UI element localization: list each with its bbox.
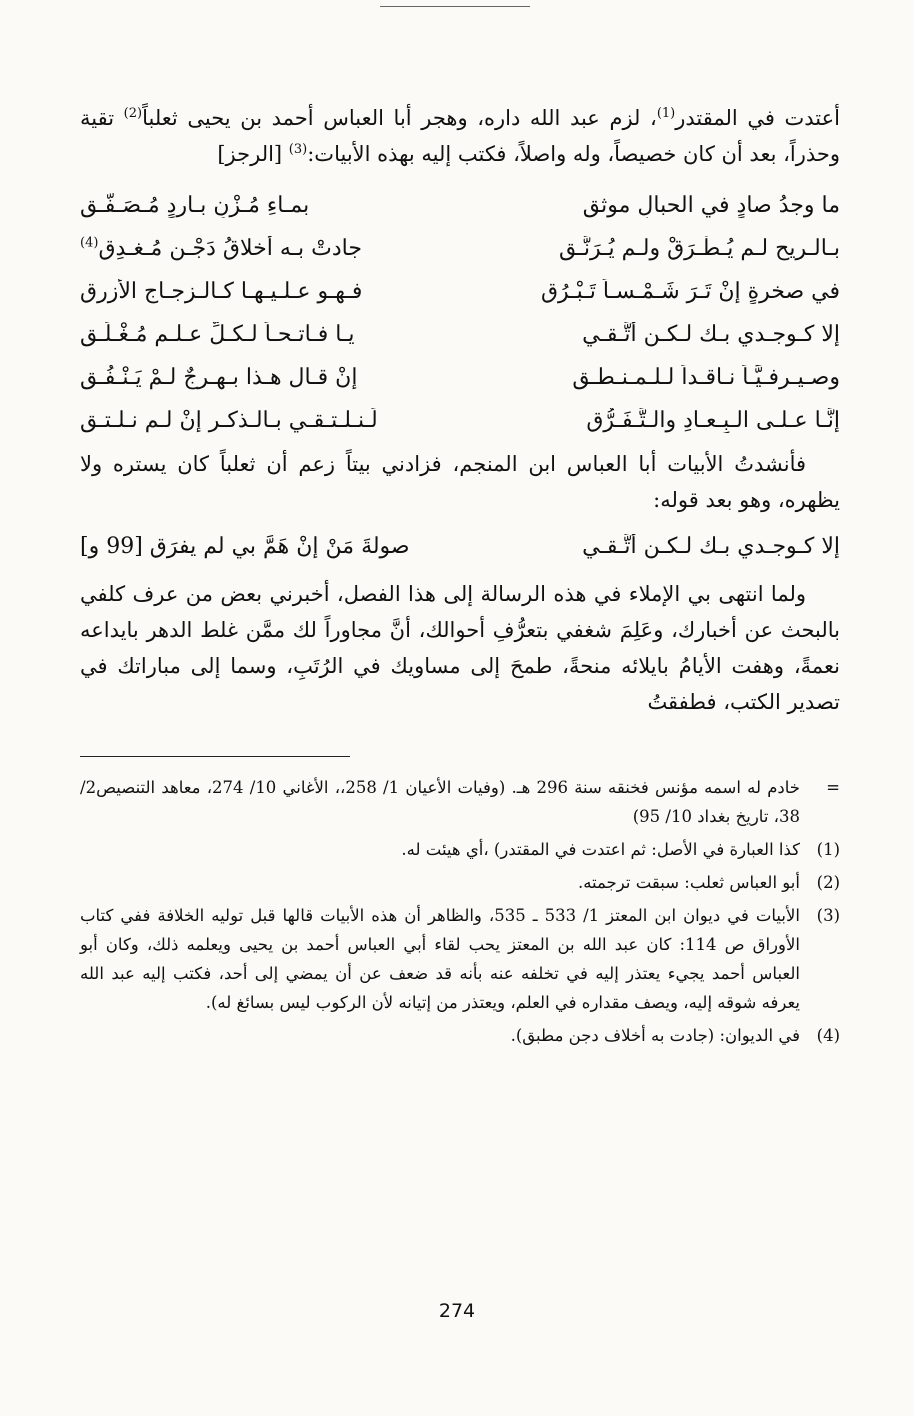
- footnote-number: (4): [816, 1026, 840, 1045]
- page-number: 274: [438, 1300, 476, 1322]
- second-hemistich-text: صولةَ مَنْ إنْ هَمَّ بي لم يفرَقِ: [149, 533, 410, 559]
- footnote-ref-4[interactable]: (4): [80, 236, 99, 251]
- footnote-number: (2): [816, 873, 840, 892]
- text-run: تقية وحذراً، بعد أن كان خصيصاً، وله واصلاً، فكتب إليه بهذه الأبيات:: [80, 106, 840, 166]
- verse-line: [80, 399, 840, 442]
- second-hemistich-text: إنْ قـال هـذا بـهـرجٌ لـمْ يَـنْـفُـقِ: [80, 365, 358, 390]
- footnote-separator: [80, 756, 350, 757]
- first-hemistich: وصـيـرفـيَّـاً نـاقـداً لـلـمـنـطـقِ: [572, 365, 840, 390]
- footnote-ref-3[interactable]: (3): [288, 142, 308, 157]
- first-hemistich: إلا كـوجـدي بـك لـكـن أتَّـقـي: [582, 533, 840, 559]
- verse-line: [80, 227, 840, 270]
- third-paragraph: ولما انتهى بي الإملاء في هذه الرسالة إلى هذا الفصل، أخبرني بعض من عرف كلفي بالبحث عن أخبارك، وعَلِمَ شغفي بتعرُّفِ أحوالك، أنَّ مجاوراً لك ممَّن غلط الدهر بايداعه نعمةً، وهفت الأيامُ بايلائه منحةً، طمحَ إلى مساويك في الرُتَبِ، وسما إلى مباراتك في تصدير الكتب، فطفقتُ: [80, 582, 840, 714]
- second-hemistich-text: يـا فـاتـحـاً لـكـلِّ عـلـمٍ مُـغْـلَـقِ: [80, 322, 355, 347]
- second-hemistich: [80, 236, 435, 261]
- second-hemistich: [80, 279, 435, 304]
- footnote-4: [80, 1021, 840, 1050]
- first-hemistich: في صخرةٍ إنْ تَـرَ شَـمْـسـاً تَـبْـرُقِ: [540, 279, 840, 304]
- text-run: أعتدت في المقتدر: [675, 106, 840, 130]
- footnote-number: (1): [816, 840, 840, 859]
- footnote-ref-1[interactable]: (1): [656, 106, 676, 121]
- footnote-text: أبو العباس ثعلب: سبقت ترجمته.: [577, 873, 800, 892]
- second-hemistich-text: جادتْ بـه أخلاقُ دَجْـنٍ مُـغـدِقِ: [98, 236, 362, 261]
- meter-label: [الرجز]: [217, 142, 289, 166]
- page-body: [80, 100, 840, 1054]
- first-hemistich: بـالـريحِ لـم يُـطْـرَقْ ولـم يُـرَنَّـقِ: [559, 236, 840, 261]
- second-hemistich: [80, 193, 435, 218]
- second-hemistich-text: فـهـو عـلـيـهـا كـالـزجـاجِ الأزرقِ: [80, 279, 363, 304]
- second-hemistich-text: بمـاءِ مُـزْنٍ بـاردٍ مُـصَـفَّـقِ: [80, 193, 310, 218]
- footnote-text: كذا العبارة في الأصل: ثم اعتدت في المقتدر) ،أي هيئت له.: [401, 840, 800, 859]
- verse-line: [80, 356, 840, 399]
- footnote-2: [80, 868, 840, 897]
- footnote-text: في الديوان: (جادت به أخلاف دجن مطبق).: [510, 1026, 800, 1045]
- first-hemistich: إلا كـوجـدي بـك لـكـن أتَّـقـي: [582, 322, 840, 347]
- first-hemistich: ما وجدُ صادٍ في الحبالِ موثقِ: [582, 193, 840, 218]
- second-hemistich: [80, 322, 435, 347]
- footnote-text: الأبيات في ديوان ابن المعتز 1/ 533 ـ 535، والظاهر أن هذه الأبيات قالها قبل توليه الخلافة ففي كتاب الأوراق ص 114: كان عبد الله بن المعتز يحب لقاء أبي العباس أحمد بن يحيى ويعلمه ذلك، وكان أبو العباس أحمد يجيء يعتذر إليه في تخلفه عنه بأنه قد ضعف عن أن يمضي إلى أحد، فكتب إليه عبد الله يعرفه شوقه إليه، ويصف مقداره في العلم، ويعتذر من إتيانه لأن الركوب ليس بسائغ له).: [80, 906, 800, 1012]
- first-hemistich: إنَّـا عـلـى الـبِـعـادِ والـتَّـفَـرُّقِ: [586, 408, 840, 433]
- footnote-number: =: [826, 778, 840, 797]
- footnote-number: (3): [816, 906, 840, 925]
- footnote-1: [80, 835, 840, 864]
- text-run: ، لزم عبد الله داره، وهجر أبا العباس أحمد بن يحيى ثعلباً: [142, 106, 657, 130]
- extra-verse: [80, 524, 840, 568]
- second-hemistich-text: لَـنـلـتـقـي بـالـذكـرِ إنْ لـم نـلـتـقِ: [80, 408, 378, 433]
- manuscript-folio-ref: [99 و]: [80, 533, 143, 559]
- verse-line: [80, 313, 840, 356]
- verse-line: [80, 184, 840, 227]
- second-hemistich: [80, 534, 435, 559]
- intro-paragraph: [80, 100, 840, 172]
- footnote-text: خادم له اسمه مؤنس فخنقه سنة 296 هـ. (وفيات الأعيان 1/ 258،، الأغاني 10/ 274، معاهد التنصيص2/ 38، تاريخ بغداد 10/ 95): [80, 778, 800, 826]
- second-hemistich: [80, 408, 435, 433]
- footnote-3: [80, 901, 840, 1017]
- footnote-ref-2[interactable]: (2): [123, 106, 143, 121]
- second-hemistich: [80, 365, 435, 390]
- second-paragraph: فأنشدتُ الأبيات أبا العباس ابن المنجم، فزادني بيتاً زعم أن ثعلباً كان يستره ولا يظهره، وهو بعد قوله:: [80, 452, 840, 512]
- poem: [80, 184, 840, 442]
- footnote-continued: [80, 773, 840, 831]
- top-rule: [380, 6, 530, 7]
- verse-line: [80, 270, 840, 313]
- footnotes: [80, 773, 840, 1050]
